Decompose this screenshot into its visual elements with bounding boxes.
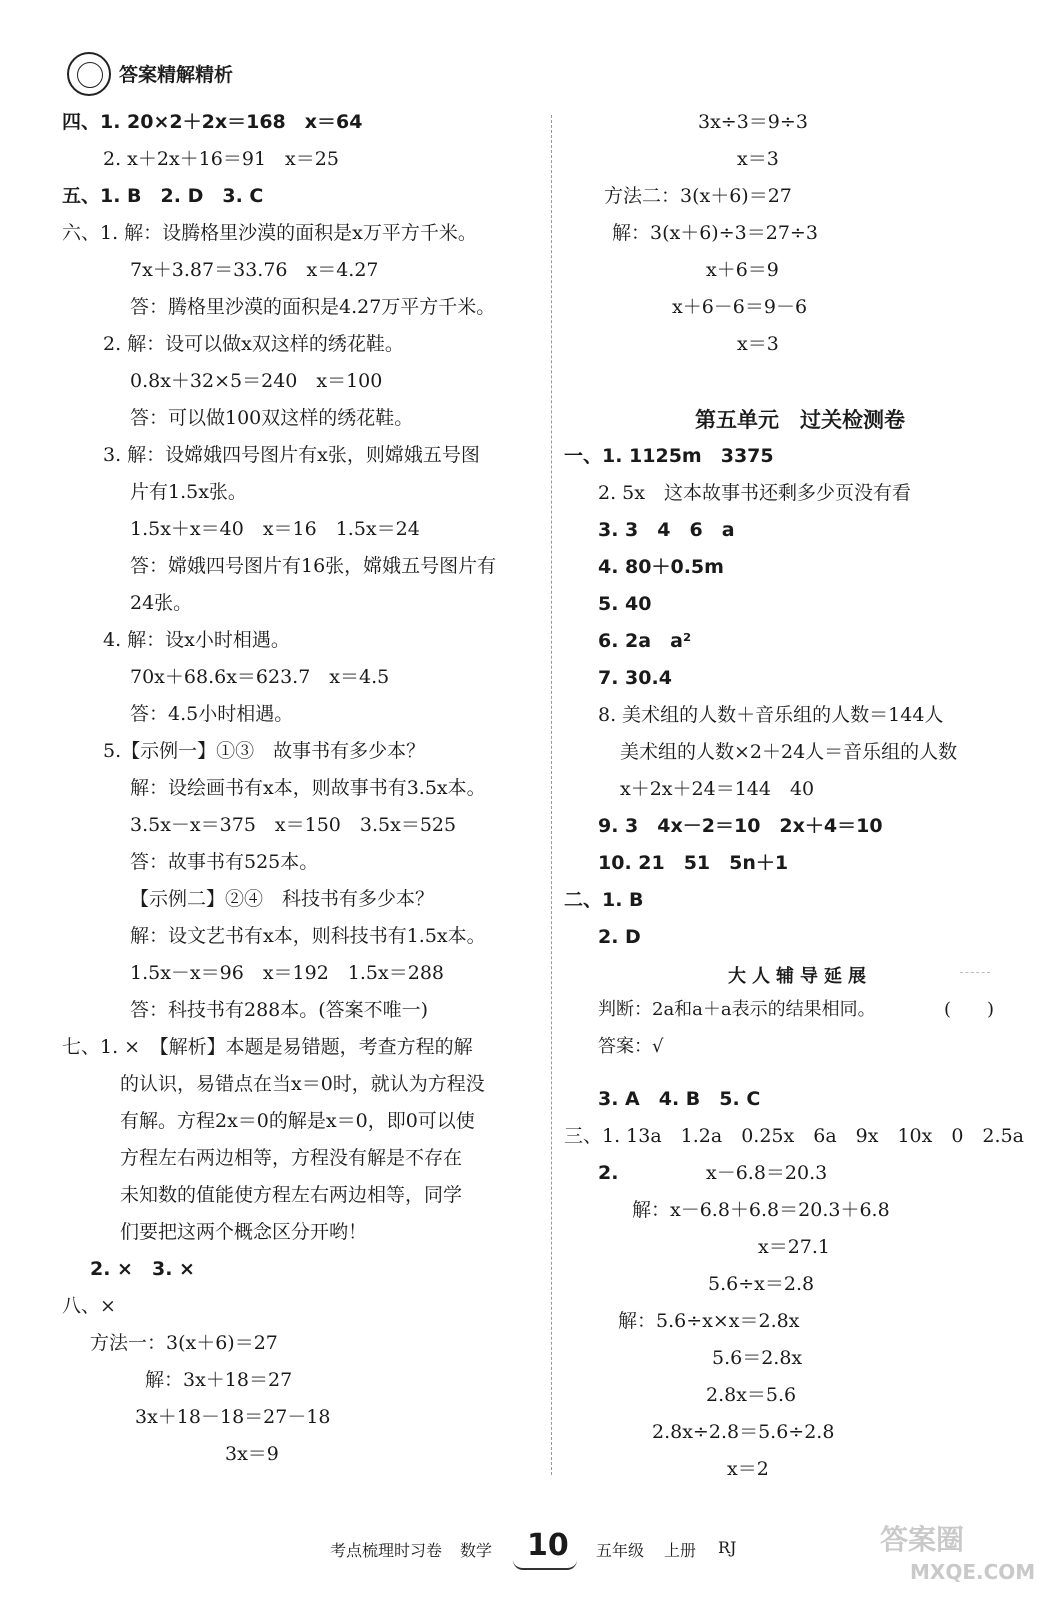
- u5-ans-1-7: 7. 30.4: [598, 667, 672, 689]
- u5-ans-3-2-step-2: 解：5.6÷x×x＝2.8x: [618, 1310, 800, 1332]
- u5-ans-2-1: 二、1. B: [564, 889, 644, 911]
- ans-6-1-eq: 7x＋3.87＝33.76 x＝4.27: [130, 259, 379, 281]
- footer-term: 上册: [664, 1541, 697, 1560]
- ans-6-4-eq: 70x＋68.6x＝623.7 x＝4.5: [130, 666, 390, 688]
- ans-6-2: 2. 解：设可以做x双这样的绣花鞋。: [103, 333, 404, 355]
- ans-6-2-eq: 0.8x＋32×5＝240 x＝100: [130, 370, 383, 392]
- header-title: 答案精解精析: [119, 64, 234, 86]
- parent-guidance-title: 大人辅导延展: [728, 966, 872, 987]
- u5-ans-1-5: 5. 40: [598, 593, 652, 615]
- ans-6-5-ex1: 5.【示例一】①③ 故事书有多少本？: [103, 740, 426, 762]
- u5-ans-3-1: 三、1. 13a 1.2a 0.25x 6a 9x 10x 0 2.5a: [564, 1125, 1024, 1147]
- unit-5-title: 第五单元 过关检测卷: [695, 408, 905, 432]
- u5-ans-1-3: 3. 3 4 6 a: [598, 519, 735, 541]
- u5-ans-2-3-5: 3. A 4. B 5. C: [598, 1088, 761, 1110]
- ans-4-2: 2. x＋2x＋16＝91 x＝25: [103, 148, 339, 170]
- u5-ans-3-2-step-5: 2.8x÷2.8＝5.6÷2.8: [652, 1421, 835, 1443]
- ans-7-1-analysis-5: 们要把这两个概念区分开哟！: [120, 1221, 368, 1243]
- ans-6-5-ex1-answer: 答：故事书有525本。: [130, 851, 319, 873]
- u5-ans-1-8: 8. 美术组的人数＋音乐组的人数＝144人: [598, 704, 944, 726]
- u5-ans-1-6: 6. 2a a²: [598, 630, 692, 652]
- ans-6-3-eq: 1.5x＋x＝40 x＝16 1.5x＝24: [130, 518, 420, 540]
- ans-8-method-1: 方法一：3(x＋6)＝27: [90, 1332, 278, 1354]
- ans-6-4: 4. 解：设x小时相遇。: [103, 629, 290, 651]
- ans-7-1-analysis-2: 有解。方程2x＝0的解是x＝0，即0可以使: [120, 1110, 475, 1132]
- parent-guidance-question: 判断：2a和a＋a表示的结果相同。: [598, 999, 876, 1020]
- u5-ans-1-8-eq: x＋2x＋24＝144 40: [620, 778, 815, 800]
- ans-5: 五、1. B 2. D 3. C: [62, 185, 264, 207]
- u5-ans-1-4: 4. 80＋0.5m: [598, 556, 724, 578]
- ans-6-5-ex2: 【示例二】②④ 科技书有多少本？: [130, 888, 435, 910]
- ans-8-m1-step-2: 3x＋18－18＝27－18: [135, 1406, 331, 1428]
- u5-ans-1-2: 2. 5x 这本故事书还剩多少页没有看: [598, 482, 911, 504]
- ans-6-3-answer-cont: 24张。: [130, 592, 193, 614]
- ans-8-m1-step-1: 解：3x＋18＝27: [145, 1369, 293, 1391]
- footer-book-title: 考点梳理时习卷: [330, 1541, 443, 1560]
- u5-ans-1-10: 10. 21 51 5n＋1: [598, 852, 789, 874]
- ans-8: 八、×: [62, 1295, 116, 1317]
- parent-guidance-answer: 答案：√: [598, 1036, 664, 1057]
- page-number: 10: [527, 1528, 569, 1563]
- parent-guidance-bracket: ( ): [944, 999, 995, 1020]
- footer-subject: 数学: [460, 1541, 493, 1560]
- u5-ans-2-2: 2. D: [598, 926, 641, 948]
- u5-ans-1-1: 一、1. 1125m 3375: [564, 445, 774, 467]
- column-divider: [551, 115, 552, 1475]
- ans-8-m2-step-3: x＋6－6＝9－6: [672, 296, 808, 318]
- ans-7-1-analysis-1: 的认识，易错点在当x＝0时，就认为方程没: [120, 1073, 485, 1095]
- ans-6-5-ex1-sol: 解：设绘画书有x本，则故事书有3.5x本。: [130, 777, 486, 799]
- ans-6-5-ex1-eq: 3.5x－x＝375 x＝150 3.5x＝525: [130, 814, 457, 836]
- footer-edition: RJ: [718, 1538, 737, 1557]
- ans-8-m2-step-2: x＋6＝9: [706, 259, 779, 281]
- ans-8-m2-result: x＝3: [737, 333, 779, 355]
- ans-8-m1-step-3: 3x＝9: [225, 1443, 279, 1465]
- page-number-brace: [513, 1560, 577, 1570]
- u5-ans-3-2-eq-1: x－6.8＝20.3: [706, 1162, 828, 1184]
- ans-6-5-ex2-eq: 1.5x－x＝96 x＝192 1.5x＝288: [130, 962, 445, 984]
- ans-8-m1-step-4: 3x÷3＝9÷3: [698, 111, 808, 133]
- publisher-logo-icon: [67, 52, 111, 96]
- ans-8-m1-result: x＝3: [737, 148, 779, 170]
- watermark-url: MXQE.COM: [910, 1560, 1036, 1584]
- ans-6-4-answer: 答：4.5小时相遇。: [130, 703, 294, 725]
- ans-6-1: 六、1. 解：设腾格里沙漠的面积是x万平方千米。: [62, 222, 477, 244]
- ans-4-1: 四、1. 20×2＋2x＝168 x＝64: [62, 111, 363, 133]
- ans-6-3-cont: 片有1.5x张。: [130, 481, 247, 503]
- ans-7-1-analysis-4: 未知数的值能使方程左右两边相等，同学: [120, 1184, 463, 1206]
- ans-7-1: 七、1. × 【解析】本题是易错题，考查方程的解: [62, 1036, 473, 1058]
- footer-grade: 五年级: [596, 1541, 645, 1560]
- ans-7-1-analysis-3: 方程左右两边相等，方程没有解是不存在: [120, 1147, 463, 1169]
- ans-6-3-answer: 答：嫦娥四号图片有16张，嫦娥五号图片有: [130, 555, 497, 577]
- ans-6-3: 3. 解：设嫦娥四号图片有x张，则嫦娥五号图: [103, 444, 480, 466]
- u5-ans-3-2: 2.: [598, 1162, 619, 1184]
- ans-6-5-ex2-sol: 解：设文艺书有x本，则科技书有1.5x本。: [130, 925, 486, 947]
- watermark-logo: 答案圈: [880, 1523, 965, 1556]
- u5-ans-3-2-eq-2: 5.6÷x＝2.8: [708, 1273, 815, 1295]
- box-rule: [960, 972, 990, 973]
- u5-ans-3-2-result-2: x＝2: [727, 1458, 769, 1480]
- ans-6-1-answer: 答：腾格里沙漠的面积是4.27万平方千米。: [130, 296, 496, 318]
- u5-ans-3-2-step-4: 2.8x＝5.6: [706, 1384, 797, 1406]
- ans-6-2-answer: 答：可以做100双这样的绣花鞋。: [130, 407, 414, 429]
- ans-7-2-3: 2. × 3. ×: [90, 1258, 195, 1280]
- ans-8-method-2: 方法二：3(x＋6)＝27: [604, 185, 792, 207]
- u5-ans-1-9: 9. 3 4x－2＝10 2x＋4＝10: [598, 815, 883, 837]
- ans-6-5-ex2-answer: 答：科技书有288本。(答案不唯一): [130, 999, 429, 1021]
- u5-ans-3-2-result-1: x＝27.1: [758, 1236, 831, 1258]
- u5-ans-1-8-cont: 美术组的人数×2＋24人＝音乐组的人数: [620, 741, 958, 763]
- u5-ans-3-2-step-3: 5.6＝2.8x: [712, 1347, 803, 1369]
- u5-ans-3-2-step-1: 解：x－6.8＋6.8＝20.3＋6.8: [632, 1199, 890, 1221]
- ans-8-m2-step-1: 解：3(x＋6)÷3＝27÷3: [612, 222, 818, 244]
